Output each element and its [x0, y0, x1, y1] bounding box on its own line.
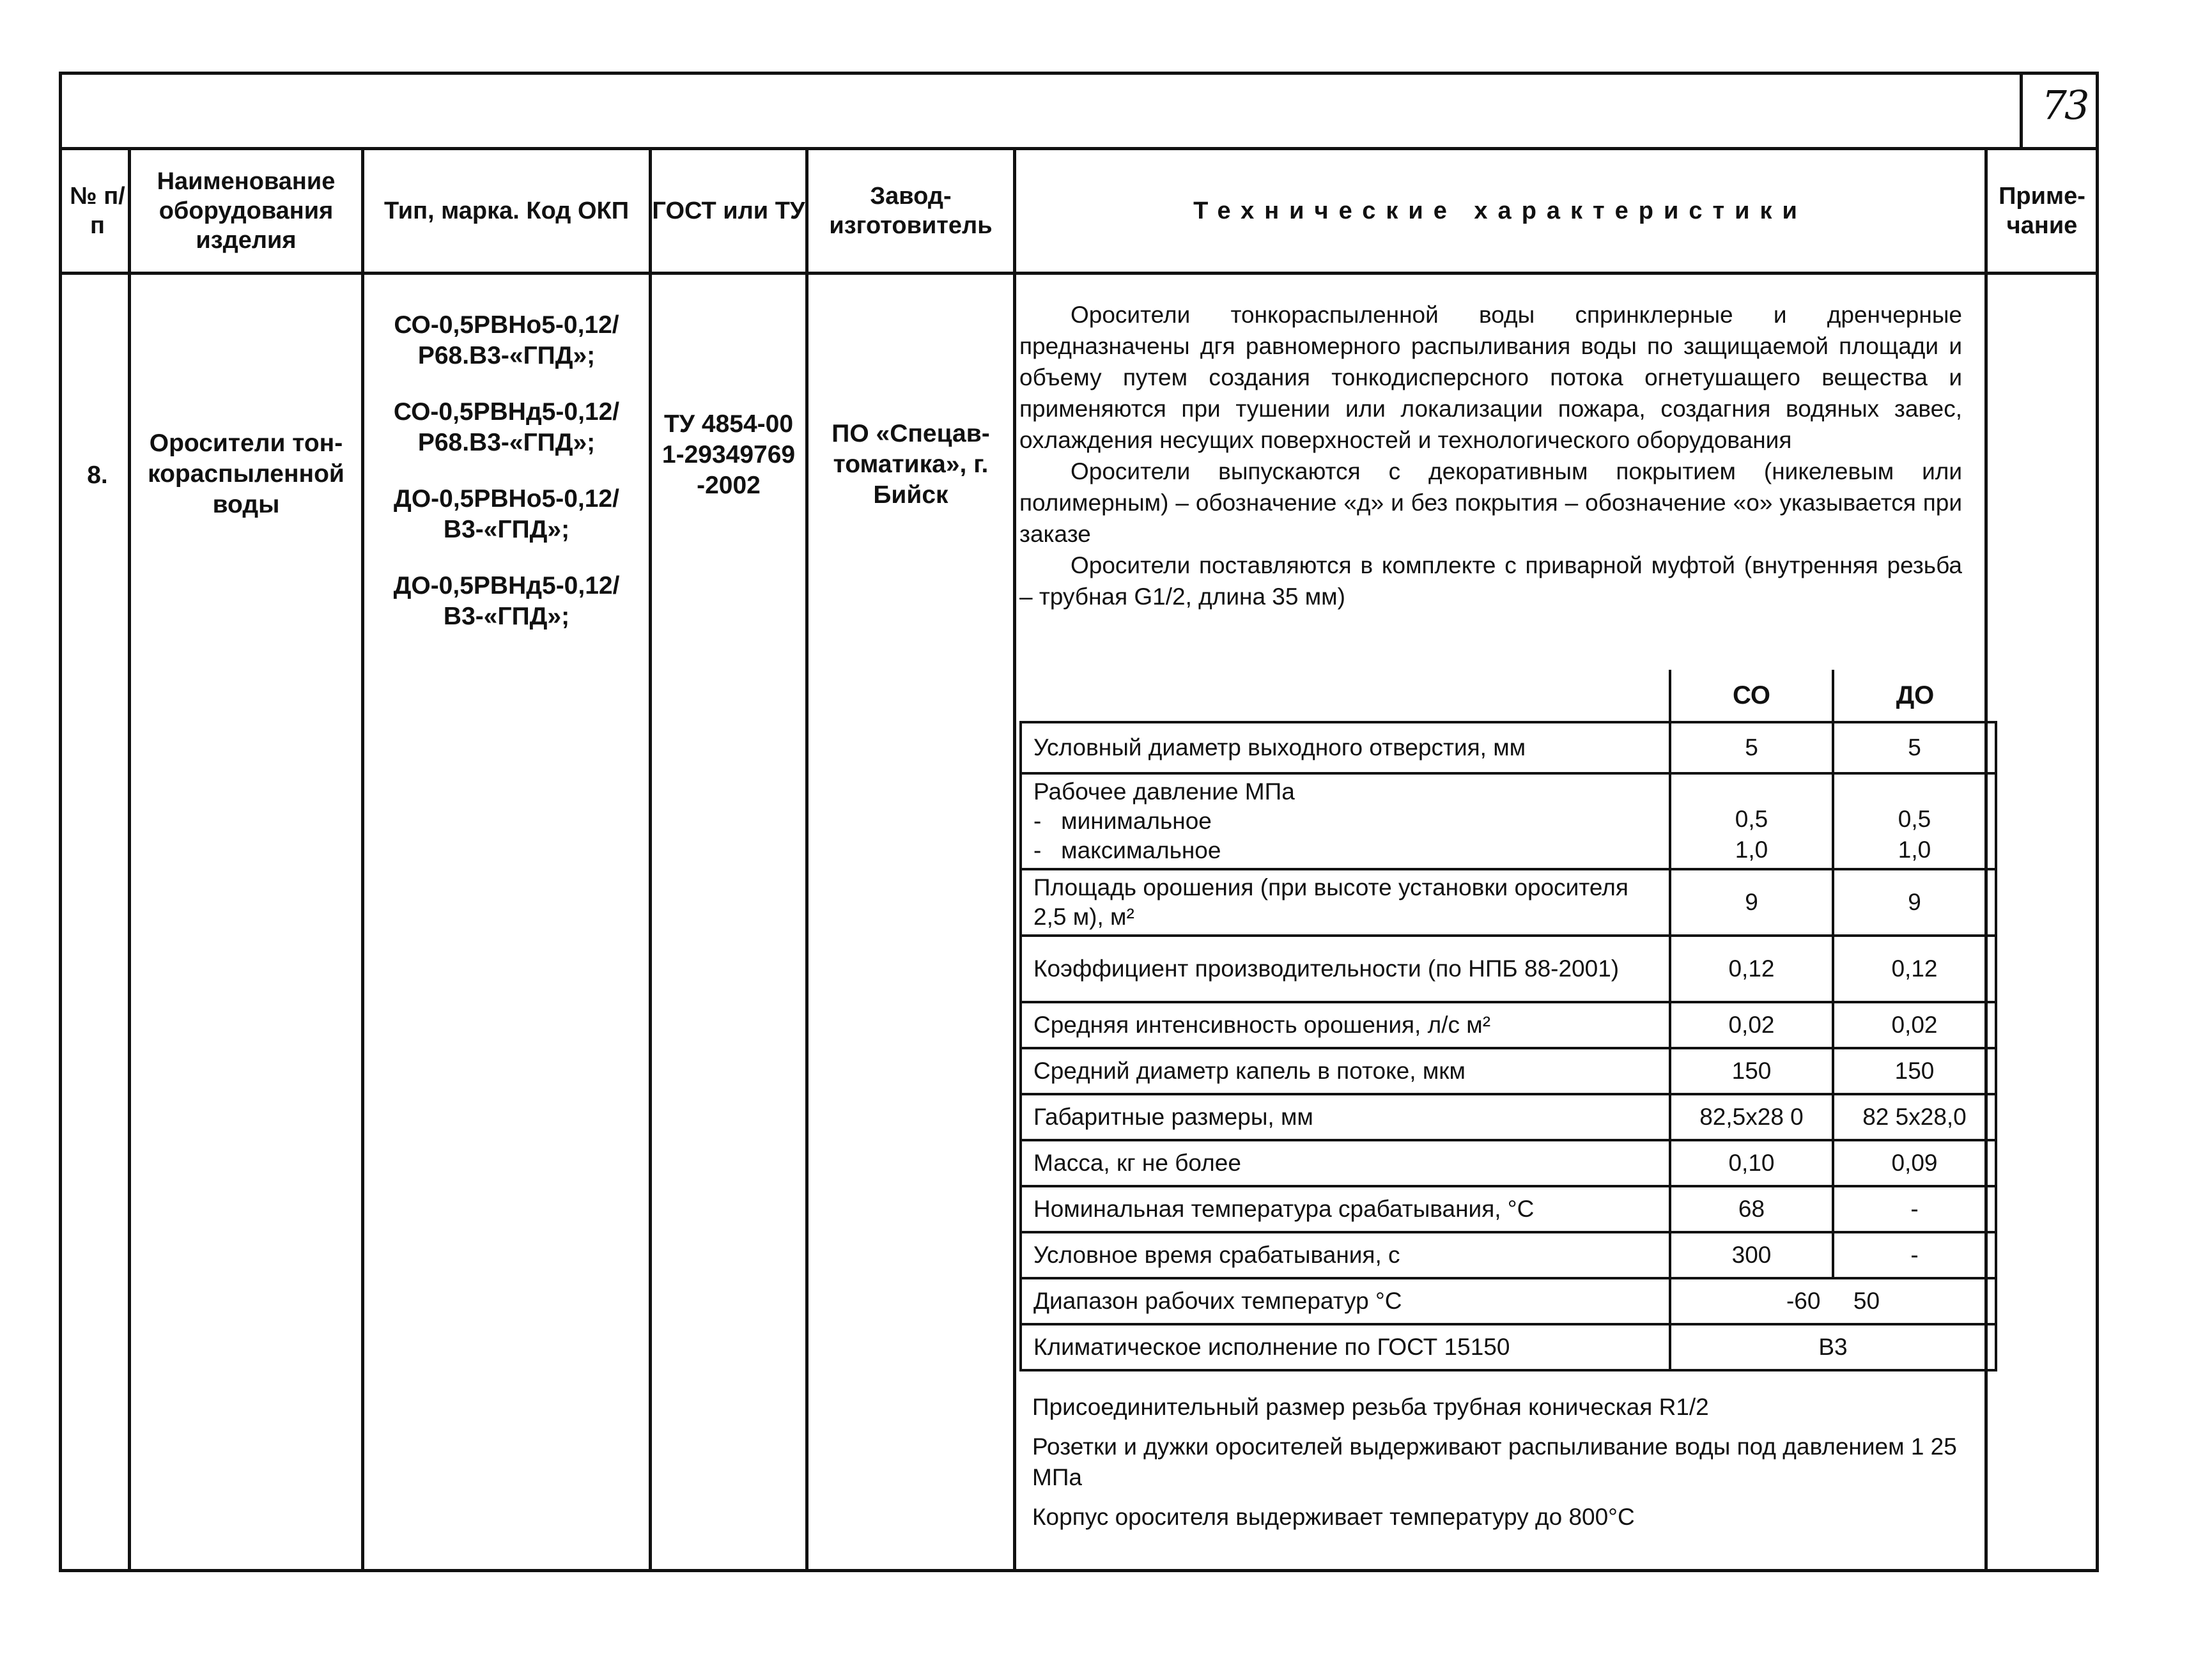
table-row: [1021, 1094, 1996, 1140]
spec-name: Средний диаметр капель в потоке, мкм: [1021, 1048, 1670, 1094]
spec-name: Условный диаметр выходного отверстия, мм: [1021, 722, 1670, 773]
table-row: [1021, 1048, 1996, 1094]
spec-value-do: 0,02: [1833, 1002, 1996, 1048]
spec-value-do: 5: [1833, 722, 1996, 773]
description-paragraph: Оросители поставляются в комплекте с приварной муфтой (внутренняя резьба – трубная G1/2, длина 35 мм): [1019, 552, 1962, 610]
spec-name: Диапазон рабочих температур °С: [1021, 1278, 1670, 1324]
spec-name: Площадь орошения (при высоте установки оросителя 2,5 м), м²: [1021, 869, 1670, 936]
description-paragraph: Оросители тонкораспыленной воды спринклерные и дренчерные предназначены дгя равномерного распыливания воды по защищаемой площади и объему путем создания тонкодисперсного потока огнетушащего вещества и применяются при тушении или локализации пожара, создагния водяных завес, охлаждения несущих поверхностей и технологического оборудования: [1019, 302, 1962, 453]
spec-value-co: 68: [1670, 1186, 1833, 1232]
spec-value-do: 82 5x28,0: [1833, 1094, 1996, 1140]
table-row: [1021, 722, 1996, 773]
spec-name: Климатическое исполнение по ГОСТ 15150: [1021, 1324, 1670, 1370]
row-gost: ТУ 4854-001-29349769-2002: [661, 410, 796, 499]
spec-col-co: СО: [1670, 670, 1833, 722]
table-row: [1021, 936, 1996, 1002]
table-row: [1021, 1278, 1996, 1324]
spec-value-do: 0,12: [1833, 936, 1996, 1002]
spec-value-co: 5: [1670, 722, 1833, 773]
spec-name: Номинальная температура срабатывания, °С: [1021, 1186, 1670, 1232]
header-name: Наименование оборудования изделия: [157, 168, 336, 254]
spec-climate-value: В3: [1670, 1324, 1996, 1370]
type-designation: ДО-0,5РВНо5-0,12/В3-«ГПД»;: [394, 485, 619, 543]
pressure-do-max: 1,0: [1898, 837, 1931, 863]
table-row: [1021, 1324, 1996, 1370]
pressure-do-min: 0,5: [1898, 806, 1931, 832]
spec-name: Условное время срабатывания, с: [1021, 1232, 1670, 1278]
pressure-co-max: 1,0: [1735, 837, 1768, 863]
pressure-sublist: [1033, 807, 1657, 865]
table-row: [1021, 1002, 1996, 1048]
spec-pressure-name: [1021, 773, 1670, 869]
type-designation: СО-0,5РВНо5-0,12/Р68.В3-«ГПД»;: [394, 311, 619, 369]
spec-name: Средняя интенсивность орошения, л/с м²: [1021, 1002, 1670, 1048]
spec-name: Коэффициент производительности (по НПБ 88-2001): [1021, 936, 1670, 1002]
footer-note: Розетки и дужки оросителей выдерживают распыливание воды под давлением 1 25 МПа: [1032, 1433, 1957, 1490]
spec-value-do: 150: [1833, 1048, 1996, 1094]
table-row: [1021, 773, 1996, 869]
footer-notes: [1032, 1392, 1978, 1541]
row-number: 8.: [87, 461, 108, 489]
type-designation: ДО-0,5РВНд5-0,12/В3-«ГПД»;: [393, 572, 620, 630]
spec-value-do: -: [1833, 1232, 1996, 1278]
col-divider-4: [805, 147, 808, 1572]
pressure-max-label: - максимальное: [1033, 836, 1657, 865]
spec-value-co: 9: [1670, 869, 1833, 936]
spec-corner-cell: [1021, 670, 1670, 722]
spec-table-header-row: [1021, 670, 1996, 722]
spec-table: [1019, 670, 1997, 1371]
header-bottom-rule: [59, 272, 2099, 275]
header-num: № п/п: [70, 183, 125, 239]
col-divider-1: [128, 147, 131, 1572]
header-note: Приме-чание: [1999, 183, 2085, 239]
spec-value-co: 300: [1670, 1232, 1833, 1278]
pressure-title: Рабочее давление МПа: [1033, 778, 1295, 805]
spec-value-co: 150: [1670, 1048, 1833, 1094]
row-types: [364, 310, 649, 658]
pressure-min-label: - минимальное: [1033, 807, 1657, 836]
col-divider-3: [649, 147, 652, 1572]
spec-name: Масса, кг не более: [1021, 1140, 1670, 1186]
header-type: Тип, марка. Код ОКП: [383, 197, 630, 224]
spec-pressure-do: [1833, 773, 1996, 869]
spec-col-do: ДО: [1833, 670, 1996, 722]
spec-value-co: 82,5x28 0: [1670, 1094, 1833, 1140]
row-manufacturer: ПО «Спецав-томатика», г. Бийск: [831, 420, 990, 509]
table-row: [1021, 869, 1996, 936]
spec-value-do: 9: [1833, 869, 1996, 936]
col-divider-5: [1013, 147, 1016, 1572]
spec-value-co: 0,02: [1670, 1002, 1833, 1048]
description-paragraph: Оросители выпускаются с декоративным покрытием (никелевым или полимерным) – обозначение «д» и без покрытия – обозначение «о» указывается при заказе: [1019, 458, 1962, 547]
spec-pressure-co: [1670, 773, 1833, 869]
type-designation: СО-0,5РВНд5-0,12/Р68.В3-«ГПД»;: [393, 398, 620, 456]
row-item-name: Оросители тон-кораспыленной воды: [148, 429, 344, 518]
pressure-co-min: 0,5: [1735, 806, 1768, 832]
spec-value-co: 0,10: [1670, 1140, 1833, 1186]
description-text: [1019, 299, 1962, 612]
header-manufacturer: Завод-изготовитель: [829, 183, 993, 239]
footer-note: Корпус оросителя выдерживает температуру до 800°С: [1032, 1504, 1635, 1530]
table-row: [1021, 1186, 1996, 1232]
spec-value-do: 0,09: [1833, 1140, 1996, 1186]
spec-value-co: 0,12: [1670, 936, 1833, 1002]
spec-value-do: -: [1833, 1186, 1996, 1232]
header-specs: Технические характеристики: [1193, 197, 1807, 224]
page-number: 73: [2041, 82, 2087, 128]
table-row: [1021, 1232, 1996, 1278]
spec-name: Габаритные размеры, мм: [1021, 1094, 1670, 1140]
table-row: [1021, 1140, 1996, 1186]
footer-note: Присоединительный размер резьба трубная коническая R1/2: [1032, 1394, 1709, 1420]
spec-temp-range-value: -60 50: [1670, 1278, 1996, 1324]
header-gost: ГОСТ или ТУ: [652, 197, 805, 224]
